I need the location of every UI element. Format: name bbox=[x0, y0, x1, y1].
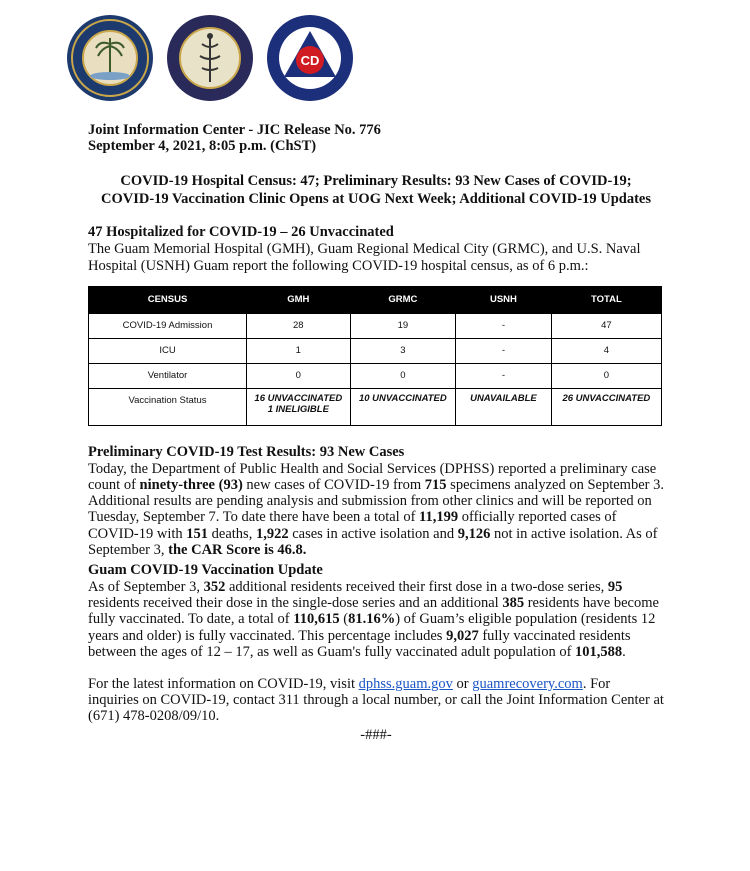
cell: 1 bbox=[247, 338, 351, 363]
vaccination-heading: Guam COVID-19 Vaccination Update bbox=[88, 562, 323, 579]
release-date: September 4, 2021, 8:05 p.m. (ChST) bbox=[88, 138, 317, 155]
cell: 28 bbox=[247, 313, 351, 338]
col-total: TOTAL bbox=[551, 286, 661, 313]
test-results-paragraph: Today, the Department of Public Health and Social Services (DPHSS) reported a preliminary case count of ninety-three (93) new cases of COVID-19 from 715 specimens analyzed on September 3. Additional results are pending analysis and submission from other clinics and will be reported on Tuesday, September 7. To date there have been a total of 11,199 officially reported cases of COVID-19 with 151 deaths, 1,922 cases in active isolation and 9,126 not in active isolation. As of September 3, the CAR Score is 46.8. bbox=[88, 460, 664, 558]
cell: Ventilator bbox=[89, 363, 247, 388]
hospital-heading: 47 Hospitalized for COVID-19 – 26 Unvaccinated bbox=[88, 224, 394, 241]
end-mark: -###- bbox=[360, 726, 392, 743]
table-row bbox=[89, 338, 662, 363]
cell: 0 bbox=[551, 363, 661, 388]
vaccination-paragraph: As of September 3, 352 additional residents received their first dose in a two-dose series, 95 residents received their dose in the single-dose series and an additional 385 residents have become fully vaccinated. To date, a total of 110,615 (81.16%) of Guam’s eligible population (residents 12 years and older) is fully vaccinated. This percentage includes 9,027 fully vaccinated residents between the ages of 12 – 17, as well as Guam's fully vaccinated adult population of 101,588. bbox=[88, 579, 659, 660]
hospital-intro: The Guam Memorial Hospital (GMH), Guam Regional Medical City (GRMC), and U.S. Naval Hospital (USNH) Guam report the following COVID-19 hospital census, as of 6 p.m.: bbox=[88, 241, 641, 274]
title-line-1: COVID-19 Hospital Census: 47; Preliminary Results: 93 New Cases of COVID-19; bbox=[120, 173, 632, 190]
col-usnh: USNH bbox=[456, 286, 552, 313]
census-header-row bbox=[89, 286, 662, 313]
public-health-seal-logo bbox=[166, 14, 254, 102]
seal-row bbox=[66, 14, 354, 102]
release-number: Joint Information Center - JIC Release No. 776 bbox=[88, 122, 381, 138]
table-row bbox=[89, 313, 662, 338]
vaccination-status-row bbox=[89, 388, 662, 425]
cell: 3 bbox=[350, 338, 456, 363]
cell: - bbox=[456, 313, 552, 338]
guamrecovery-link[interactable]: guamrecovery.com bbox=[472, 676, 583, 693]
cell: 0 bbox=[247, 363, 351, 388]
census-table bbox=[88, 286, 662, 426]
gmh-vaccination-cell bbox=[247, 388, 351, 425]
title-line-2: COVID-19 Vaccination Clinic Opens at UOG Next Week; Additional COVID-19 Updates bbox=[101, 191, 651, 208]
cell: ICU bbox=[89, 338, 247, 363]
governors-seal-logo bbox=[66, 14, 154, 102]
latest-info-paragraph: For the latest information on COVID-19, visit dphss.guam.gov or guamrecovery.com. For inquiries on COVID-19, contact 311 through a local number, or call the Joint Information Center at (671) 478-0208/09/10. bbox=[88, 676, 664, 725]
usnh-vaccination-cell: UNAVAILABLE bbox=[456, 388, 552, 425]
cell: 4 bbox=[551, 338, 661, 363]
cell: 47 bbox=[551, 313, 661, 338]
cell: 19 bbox=[350, 313, 456, 338]
release-title bbox=[88, 172, 664, 208]
vaccination-status-label: Vaccination Status bbox=[89, 388, 247, 425]
table-row bbox=[89, 363, 662, 388]
cell: - bbox=[456, 338, 552, 363]
col-census: CENSUS bbox=[89, 286, 247, 313]
gmh-unvaccinated: 16 UNVACCINATED bbox=[254, 392, 343, 404]
dphss-link[interactable]: dphss.guam.gov bbox=[358, 676, 453, 693]
press-release-body bbox=[88, 122, 664, 743]
cell: 0 bbox=[350, 363, 456, 388]
civil-defense-seal-logo bbox=[266, 14, 354, 102]
cell: COVID-19 Admission bbox=[89, 313, 247, 338]
total-vaccination-cell: 26 UNVACCINATED bbox=[551, 388, 661, 425]
test-results-heading: Preliminary COVID-19 Test Results: 93 New Cases bbox=[88, 443, 405, 460]
col-grmc: GRMC bbox=[350, 286, 456, 313]
cell: - bbox=[456, 363, 552, 388]
col-gmh: GMH bbox=[247, 286, 351, 313]
gmh-ineligible: 1 INELIGIBLE bbox=[267, 403, 329, 415]
civil-defense-center-text: CD bbox=[300, 53, 320, 68]
grmc-vaccination-cell: 10 UNVACCINATED bbox=[350, 388, 456, 425]
